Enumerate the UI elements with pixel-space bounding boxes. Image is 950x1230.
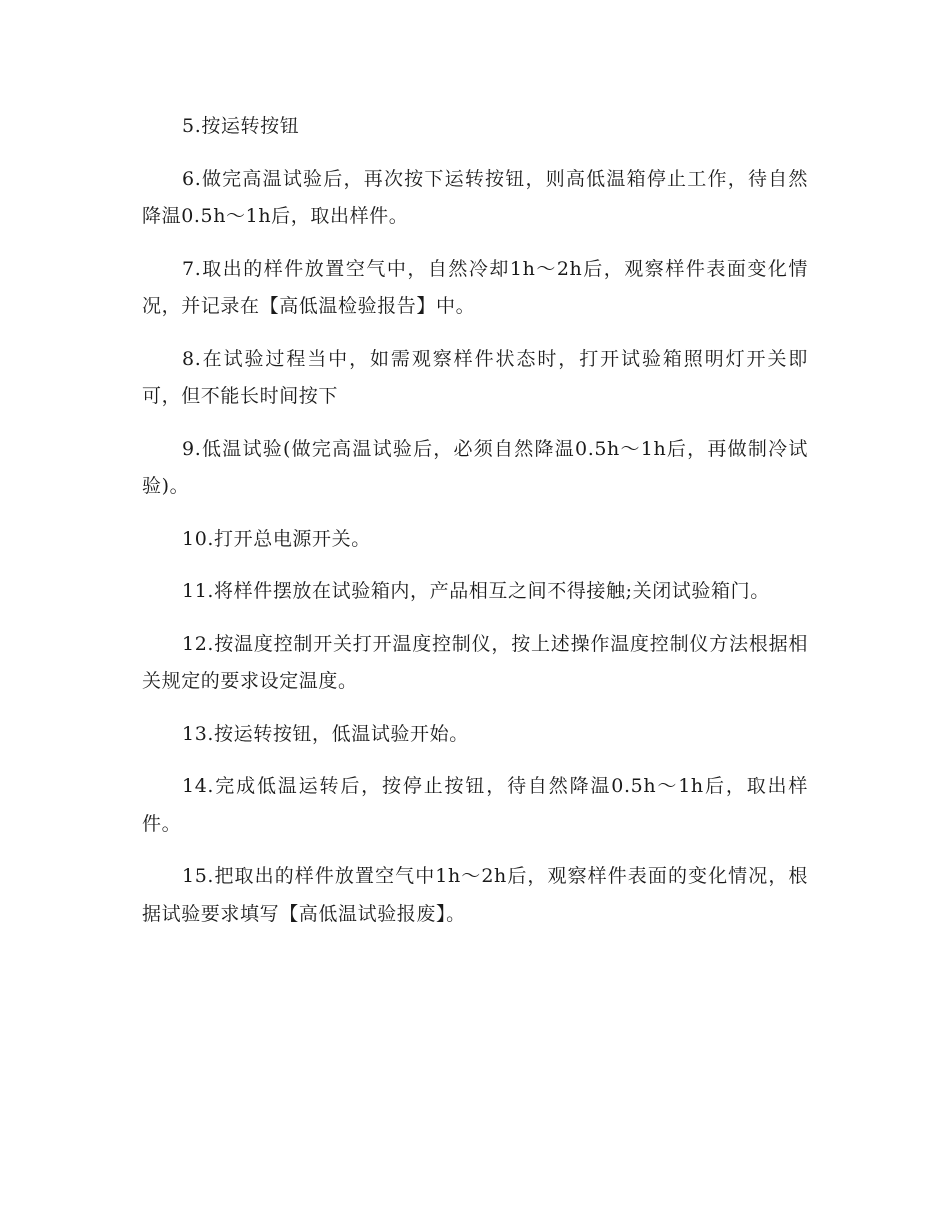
document-body [142, 108, 808, 948]
paragraph-step-6: 6.做完高温试验后，再次按下运转按钮，则高低温箱停止工作，待自然降温0.5h～1h后，取出样件。 [142, 167, 808, 227]
paragraph-step-5: 5.按运转按钮 [182, 115, 300, 137]
paragraph-step-10: 10.打开总电源开关。 [182, 527, 371, 550]
paragraph-step-8: 8.在试验过程当中，如需观察样件状态时，打开试验箱照明灯开关即可，但不能长时间按下 [142, 347, 808, 407]
paragraph-step-11: 11.将样件摆放在试验箱内，产品相互之间不得接触;关闭试验箱门。 [182, 580, 770, 602]
paragraph-step-12: 12.按温度控制开关打开温度控制仪，按上述操作温度控制仪方法根据相关规定的要求设定温度。 [142, 632, 808, 692]
paragraph-step-15: 15.把取出的样件放置空气中1h～2h后，观察样件表面的变化情况，根据试验要求填写【高低温试验报废】。 [142, 865, 808, 925]
paragraph-step-13: 13.按运转按钮，低温试验开始。 [182, 722, 469, 745]
paragraph-step-9: 9.低温试验(做完高温试验后，必须自然降温0.5h～1h后，再做制冷试验)。 [142, 437, 808, 497]
paragraph-step-14: 14.完成低温运转后，按停止按钮，待自然降温0.5h～1h后，取出样件。 [142, 775, 808, 835]
paragraph-step-7: 7.取出的样件放置空气中，自然冷却1h～2h后，观察样件表面变化情况，并记录在【高低温检验报告】中。 [142, 257, 808, 317]
